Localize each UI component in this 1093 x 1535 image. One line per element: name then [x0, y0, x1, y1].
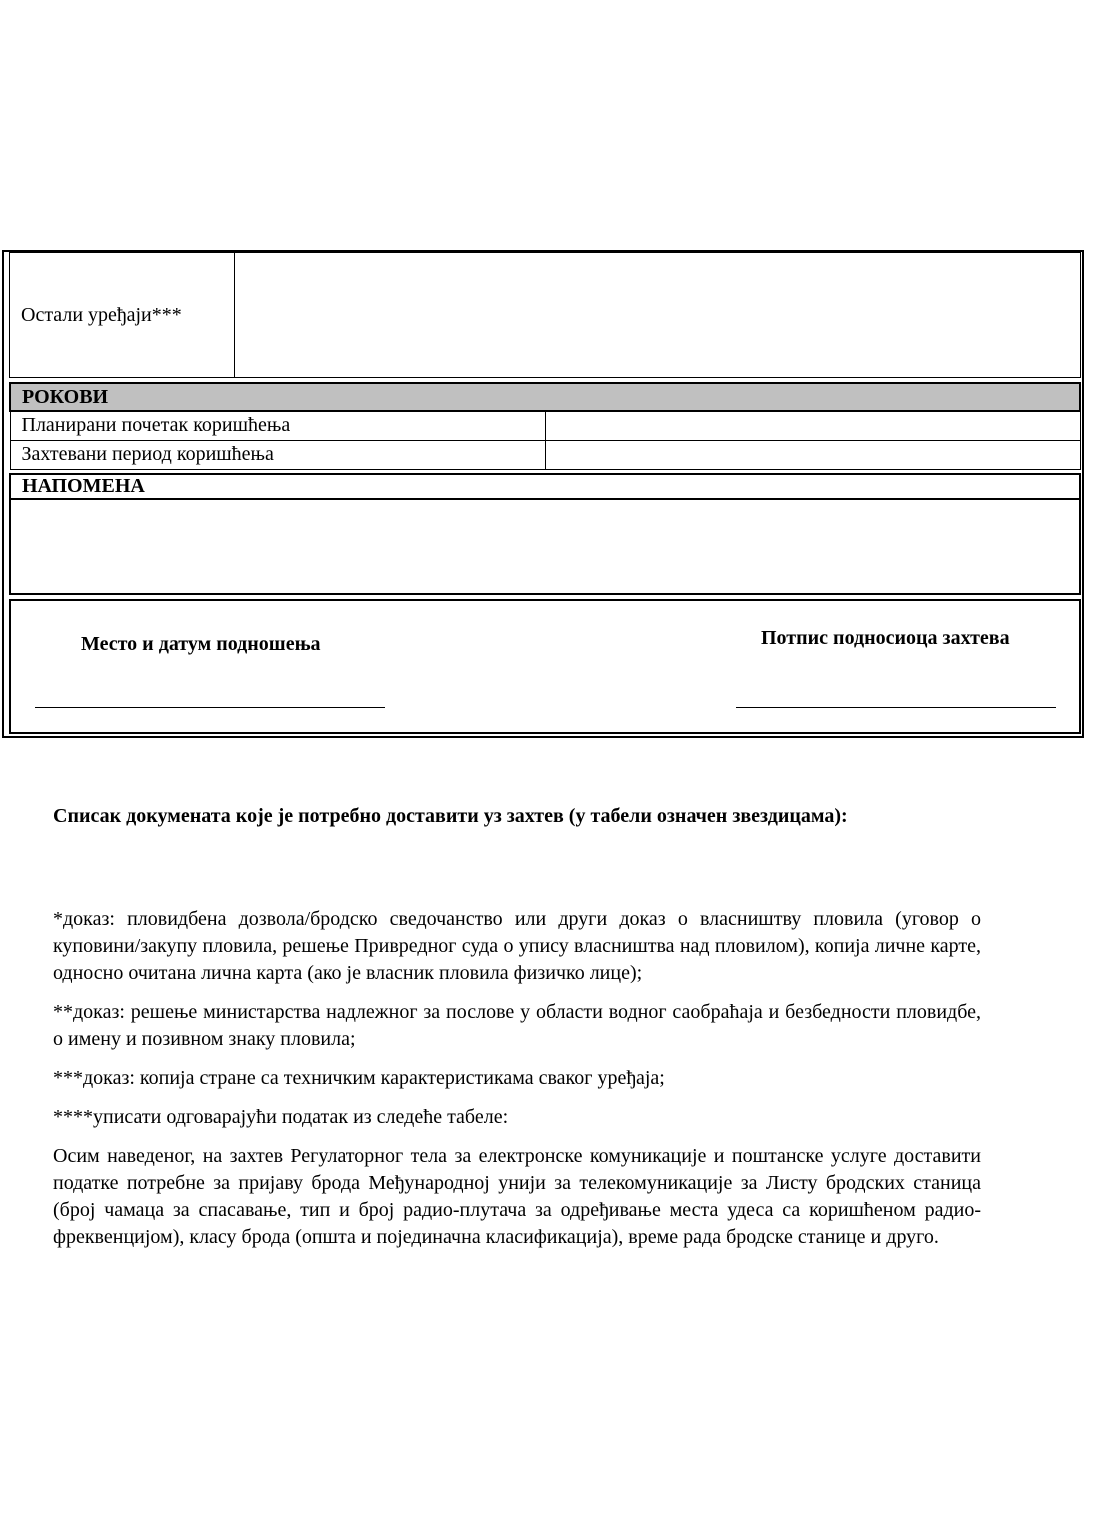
- table-row: [10, 499, 1080, 594]
- deadlines-section-header: РОКОВИ: [10, 383, 1080, 411]
- remark-table: [9, 473, 1081, 595]
- other-devices-label: Остали уређаји***: [10, 253, 235, 378]
- other-devices-value-field[interactable]: [235, 253, 1081, 378]
- remark-section-header: НАПОМЕНА: [10, 474, 1080, 499]
- note-additional-data: Осим наведеног, на захтев Регулаторног тела за електронске комуникације и поштанске услуге доставити податке потребне за пријаву брода Међународној унији за телекомуникације за Листу бродских станица (број чамаца за спасавање, тип и број радио-плутача за одређивање места удеса са коришћеном радио-фреквенцијом), класу брода (општа и појединачна класификација), време рада бродске станице и друго.: [53, 1145, 981, 1248]
- requested-period-value-field[interactable]: [545, 440, 1080, 469]
- planned-start-value-field[interactable]: [545, 411, 1080, 440]
- table-row: [10, 474, 1080, 499]
- planned-start-label: Планирани почетак коришћења: [10, 411, 545, 440]
- remark-value-field[interactable]: [10, 499, 1080, 594]
- place-date-label: Место и датум подношења: [81, 633, 321, 655]
- deadlines-table: [9, 382, 1081, 470]
- other-devices-table: [9, 252, 1081, 378]
- table-row: [10, 411, 1080, 440]
- table-row: [10, 383, 1080, 411]
- note-proof-ownership: *доказ: пловидбена дозвола/бродско сведочанство или други доказ о власништву пловила (уговор о куповини/закупу пловила, решење Привредног суда о упису власништва над пловилом), копија личне карте, односно очитана лична карта (ако је власник пловила физичко лице);: [53, 908, 981, 984]
- note-enter-data: ****уписати одговарајући податак из следеће табеле:: [53, 1106, 509, 1128]
- requested-period-label: Захтевани период коришћења: [10, 440, 545, 469]
- document-notes: [53, 803, 981, 1251]
- table-row: [10, 253, 1081, 378]
- documents-list-heading: Списак докумената које је потребно доставити уз захтев (у табели означен звездицама):: [53, 805, 848, 827]
- applicant-signature-line[interactable]: [736, 707, 1056, 708]
- form-table-frame: [2, 250, 1084, 738]
- place-date-signature-line[interactable]: [35, 707, 385, 708]
- applicant-signature-label: Потпис подносиоца захтева: [761, 627, 1010, 649]
- signature-section: [9, 599, 1081, 734]
- table-row: [10, 440, 1080, 469]
- note-proof-ministry: **доказ: решење министарства надлежног за послове у области водног саобраћаја и безбедности пловидбе, о имену и позивном знаку пловила;: [53, 1001, 981, 1050]
- note-proof-specs: ***доказ: копија стране са техничким карактеристикама сваког уређаја;: [53, 1067, 665, 1089]
